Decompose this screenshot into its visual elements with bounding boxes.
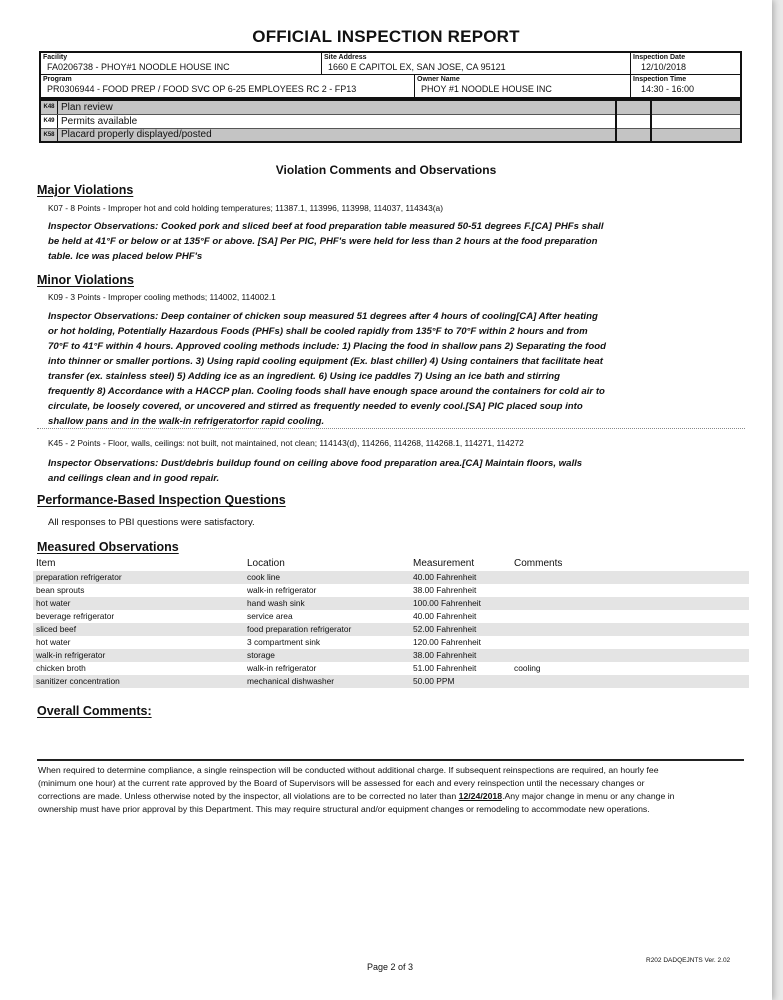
table-row	[33, 649, 749, 662]
k-item-text: Permits available	[61, 116, 138, 127]
table-row	[33, 584, 749, 597]
inspector-observation: Inspector Observations: Deep container of chicken soup measured 51 degrees after 4 hours of cooling[CA] After heating or hot holding, Potentially Hazardous Foods (PHFs) shall be cooled rapidly from 135°F to 70°F within 2 hours and from 70°F to 41°F within 4 hours. Approved cooling methods include: 1) Placing the food in shallow pans 2) Separating the food into thinner or smaller portions. 3) Using rapid cooling equipment (Ex. blast chiller) 4) Using containers that facilitate heat transfer (ex. stainless steel) 5) Adding ice as an ingredient. 6) Using ice paddles 7) Using an ice bath and stirring frequently 8) Accordance with a HACCP plan. Cooling foods shall have enough space around the containers for cold air to circulate, be loosely covered, or uncovered and stirred as frequently needed to evenly cool.[SA] PIC placed soup into shallow pans and in the walk-in refrigeratorfor rapid cooling.	[48, 311, 606, 427]
table-body	[33, 571, 749, 688]
table-row	[33, 636, 749, 649]
measured-observations-table	[33, 557, 749, 688]
cell-location: service area	[247, 611, 293, 621]
inspection-time-label: Inspection Time	[633, 76, 687, 83]
inspection-time-value: 14:30 - 16:00	[641, 84, 695, 94]
facility-cell	[41, 53, 322, 75]
cell-measurement: 51.00 Fahrenheit	[413, 663, 477, 673]
major-violations-heading: Major Violations	[37, 183, 134, 197]
table-row	[33, 675, 749, 688]
table-row	[33, 610, 749, 623]
k-item-code: K58	[41, 129, 58, 141]
inspection-date-cell	[631, 53, 740, 75]
cell-measurement: 120.00 Fahrenheit	[413, 637, 481, 647]
cell-location: mechanical dishwasher	[247, 676, 335, 686]
column-header-comments: Comments	[514, 558, 563, 569]
inspection-time-cell	[631, 75, 740, 97]
column-header-measurement: Measurement	[413, 558, 475, 569]
program-value: PR0306944 - FOOD PREP / FOOD SVC OP 6-25 EMPLOYEES RC 2 - FP13	[47, 84, 357, 94]
inspection-date-value: 12/10/2018	[641, 62, 687, 72]
table-row	[33, 571, 749, 584]
owner-name-label: Owner Name	[417, 76, 460, 83]
cell-comments: cooling	[514, 663, 541, 673]
k-item-text: Placard properly displayed/posted	[61, 129, 212, 140]
inspector-observation: Inspector Observations: Dust/debris buildup found on ceiling above food preparation area.[CA] Maintain floors, walls and ceilings clean and in good repair.	[48, 458, 583, 484]
cell-item: sanitizer concentration	[36, 676, 120, 686]
cell-measurement: 100.00 Fahrenheit	[413, 598, 481, 608]
cell-measurement: 40.00 Fahrenheit	[413, 611, 477, 621]
dotted-separator	[37, 428, 745, 429]
k-item-row	[41, 115, 740, 128]
cell-item: beverage refrigerator	[36, 611, 115, 621]
k-item-row	[41, 129, 740, 141]
column-header-location: Location	[247, 558, 285, 569]
k-item-text: Plan review	[61, 102, 113, 113]
k-item-code: K48	[41, 101, 58, 114]
violation-code-line: K45 - 2 Points - Floor, walls, ceilings: not built, not maintained, not clean; 114143(d), 114266, 114268, 114268.1, 114271, 114272	[48, 438, 524, 448]
site-address-label: Site Address	[324, 54, 367, 61]
violation-code-line: K07 - 8 Points - Improper hot and cold holding temperatures; 11387.1, 113996, 113998, 114037, 114343(a)	[48, 203, 443, 213]
inspector-observation: Inspector Observations: Cooked pork and sliced beef at food preparation table measured 50-51 degrees F.[CA] PHFs shall be held at 41°F or below or at 135°F or above. [SA] Per PIC, PHF's were held for less than 2 hours at the food preparation table. Ice was placed below PHF's	[48, 221, 604, 262]
cell-item: chicken broth	[36, 663, 86, 673]
cell-location: walk-in refrigerator	[247, 663, 317, 673]
k-item-row	[41, 101, 740, 114]
column-divider	[650, 101, 652, 141]
pbi-text: All responses to PBI questions were satisfactory.	[48, 517, 255, 528]
owner-name-cell	[415, 75, 631, 97]
site-address-value: 1660 E CAPITOL EX, SAN JOSE, CA 95121	[328, 62, 506, 72]
violations-section-title: Violation Comments and Observations	[275, 163, 497, 177]
cell-measurement: 40.00 Fahrenheit	[413, 572, 477, 582]
compliance-text-after: .Any major change in menu or any change in ownership must have prior approval by this Department. This may require structural and/or equipment changes or remodeling to accommodate new operations.	[38, 791, 675, 814]
report-title: OFFICIAL INSPECTION REPORT	[252, 27, 520, 46]
cell-location: 3 compartment sink	[247, 637, 321, 647]
overall-comments-heading: Overall Comments:	[37, 704, 152, 718]
cell-location: hand wash sink	[247, 598, 305, 608]
column-header-item: Item	[36, 558, 56, 569]
cell-item: bean sprouts	[36, 585, 85, 595]
cell-location: cook line	[247, 572, 281, 582]
program-cell	[41, 75, 415, 97]
cell-measurement: 52.00 Fahrenheit	[413, 624, 477, 634]
minor-violations-heading: Minor Violations	[37, 273, 134, 287]
violation-code-line: K09 - 3 Points - Improper cooling methods; 114002, 114002.1	[48, 292, 276, 302]
cell-measurement: 38.00 Fahrenheit	[413, 650, 477, 660]
cell-item: walk-in refrigerator	[36, 650, 106, 660]
pbi-heading: Performance-Based Inspection Questions	[37, 493, 286, 507]
facility-value: FA0206738 - PHOY#1 NOODLE HOUSE INC	[47, 62, 230, 72]
page-number: Page 2 of 3	[367, 962, 414, 972]
owner-name-value: PHOY #1 NOODLE HOUSE INC	[421, 84, 552, 94]
compliance-notice	[38, 764, 678, 816]
program-label: Program	[43, 76, 72, 83]
cell-item: hot water	[36, 598, 71, 608]
cell-location: food preparation refrigerator	[247, 624, 352, 634]
cell-location: walk-in refrigerator	[247, 585, 317, 595]
k-item-code: K49	[41, 115, 58, 128]
column-divider	[615, 101, 617, 141]
cell-item: preparation refrigerator	[36, 572, 122, 582]
cell-item: sliced beef	[36, 624, 77, 634]
table-header-row	[33, 557, 749, 571]
cell-location: storage	[247, 650, 275, 660]
table-row	[33, 597, 749, 610]
form-code: R202 DADQEJNTS Ver. 2.02	[646, 957, 731, 964]
table-row	[33, 662, 749, 675]
k-items-table	[39, 99, 742, 143]
cell-measurement: 38.00 Fahrenheit	[413, 585, 477, 595]
header-info-box	[39, 51, 742, 99]
inspection-date-label: Inspection Date	[633, 54, 686, 61]
table-row	[33, 623, 749, 636]
compliance-text-before: When required to determine compliance, a single reinspection will be conducted without additional charge. If subsequent reinspections are required, an hourly fee (minimum one hour) at the current rate approved by the Board of Supervisors will be assessed for each and every reinspection until the necessary changes or corrections are made. Unless otherwise noted by the inspector, all violations are to be corrected no later than	[38, 765, 659, 801]
facility-label: Facility	[43, 54, 68, 61]
horizontal-rule	[37, 759, 744, 761]
cell-measurement: 50.00 PPM	[413, 676, 455, 686]
correction-deadline-date: 12/24/2018	[458, 791, 503, 801]
measured-observations-heading: Measured Observations	[37, 540, 179, 554]
cell-item: hot water	[36, 637, 71, 647]
site-address-cell	[322, 53, 631, 75]
